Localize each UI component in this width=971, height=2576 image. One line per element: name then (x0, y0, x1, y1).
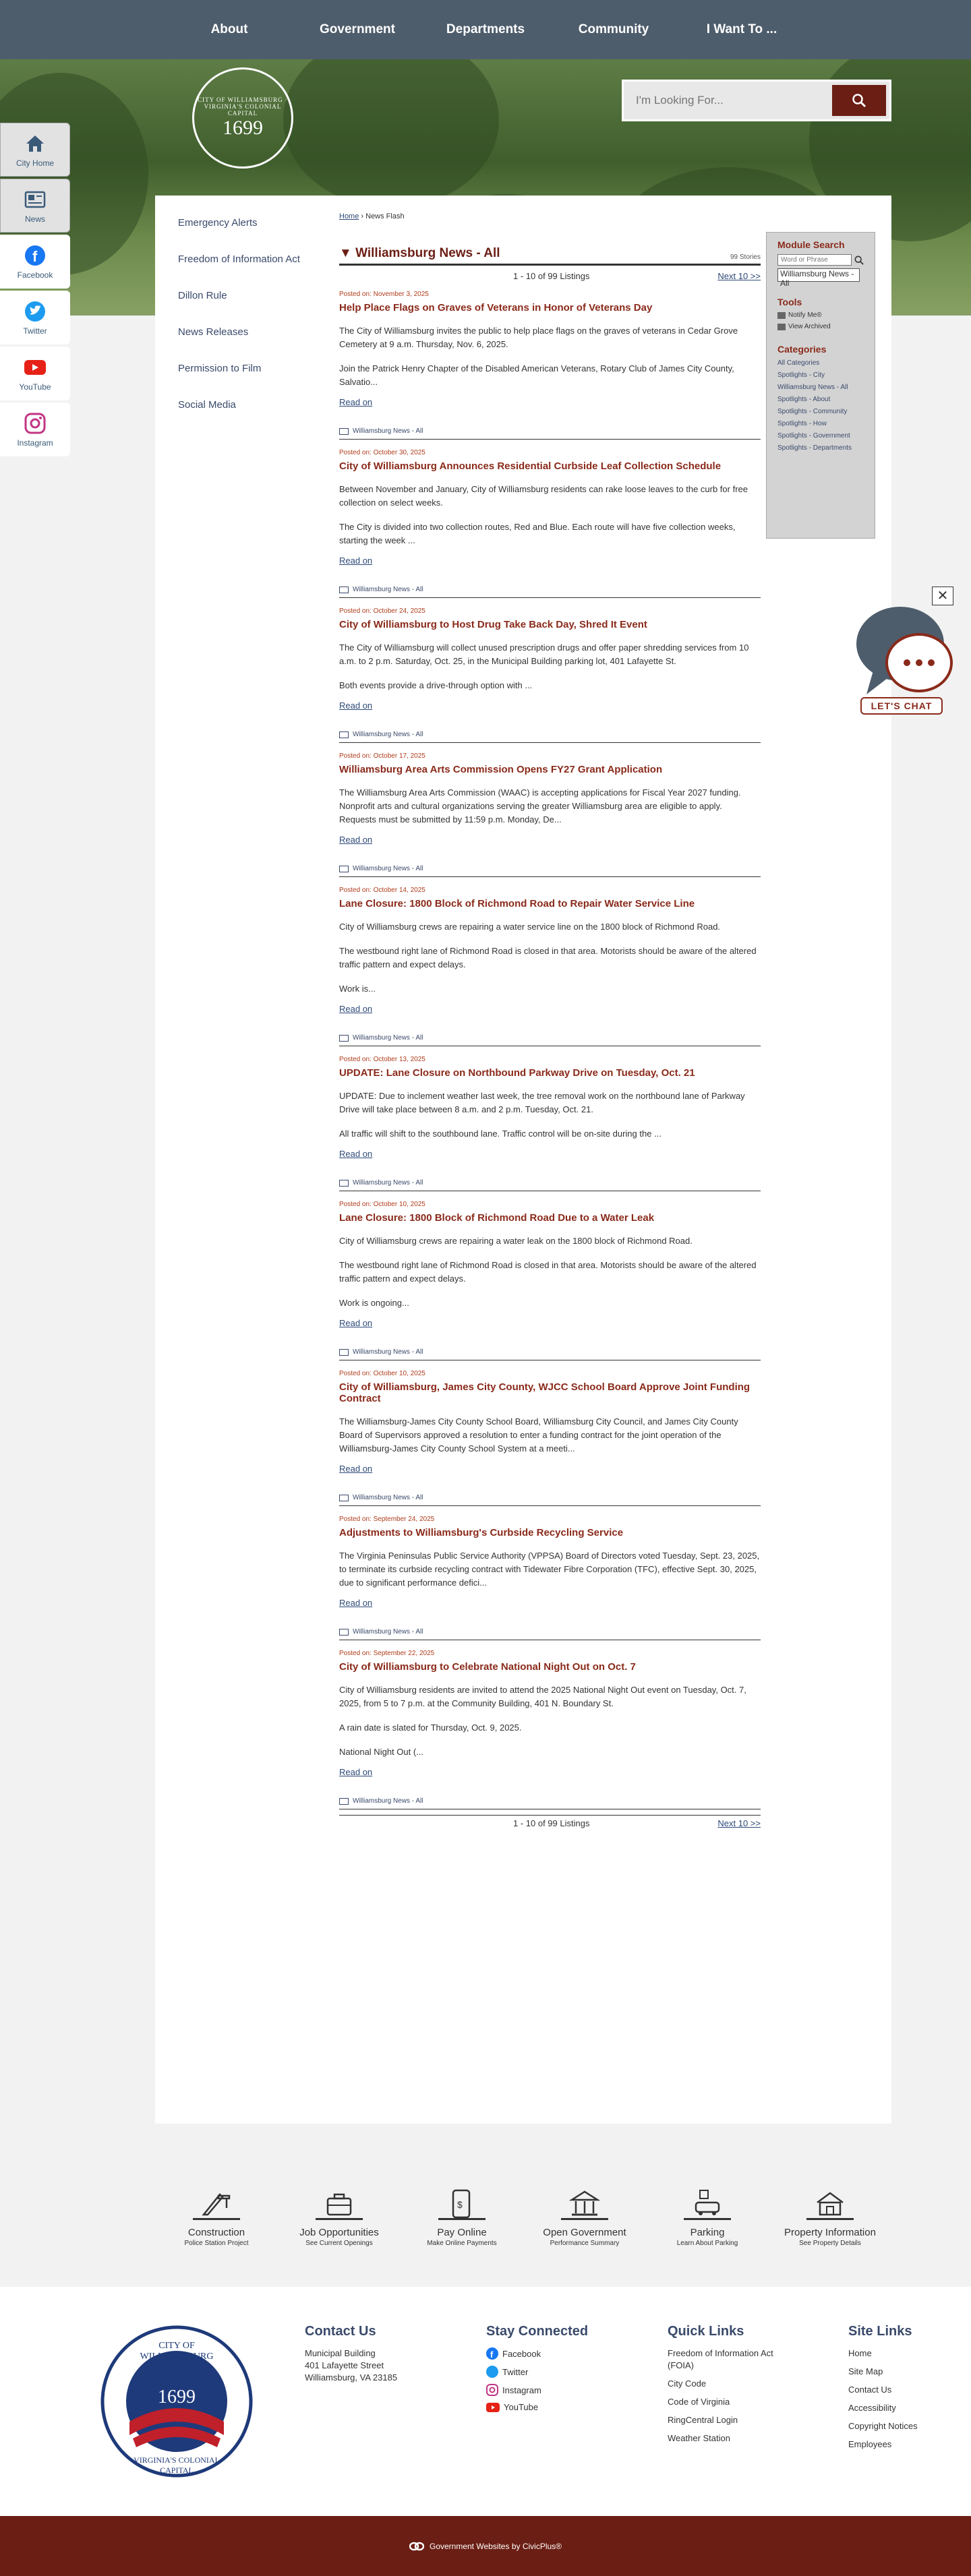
posted-date: Posted on: November 3, 2025 (339, 291, 429, 298)
news-article (339, 598, 761, 743)
category-folder-icon (339, 1349, 349, 1356)
news-article (339, 440, 761, 598)
nav-i-want-to[interactable]: I Want To ... (706, 22, 777, 36)
posted-date: Posted on: October 17, 2025 (339, 752, 425, 760)
nav-government[interactable]: Government (320, 22, 395, 36)
article-title[interactable]: Adjustments to Williamsburg's Curbside Recycling Service (339, 1527, 624, 1538)
view-archived-link[interactable] (777, 323, 864, 330)
footer-quick-link[interactable]: RingCentral Login (668, 2415, 738, 2425)
read-on-link[interactable]: Read on (339, 1004, 373, 1014)
quick-link-subtitle: See Current Openings (305, 2240, 373, 2247)
rail-news[interactable] (0, 179, 70, 233)
footer-site-link[interactable]: Accessibility (848, 2403, 896, 2413)
quick-link-title: Parking (690, 2227, 725, 2238)
quick-link-title: Open Government (543, 2227, 626, 2238)
news-article (339, 1506, 761, 1640)
module-category-link[interactable]: Spotlights - About (777, 396, 831, 403)
module-search-title: Module Search (777, 239, 845, 250)
footer-site-link[interactable]: Contact Us (848, 2385, 892, 2395)
article-excerpt: Between November and January, City of Williamsburg residents can rake loose leaves to the curb for free collection on select weeks. (339, 484, 748, 508)
module-category-select[interactable] (777, 268, 860, 288)
rail-twitter[interactable] (0, 291, 70, 345)
category-list (777, 359, 864, 452)
sidebar-item-foia[interactable]: Freedom of Information Act (178, 253, 300, 265)
news-article (339, 743, 761, 877)
quick-link-title: Job Opportunities (299, 2227, 379, 2238)
tool-label: View Archived (788, 323, 831, 330)
module-category-link[interactable]: Spotlights - Community (777, 408, 848, 415)
footer-site-link[interactable]: Home (848, 2348, 872, 2358)
module-category-link[interactable]: Spotlights - Departments (777, 444, 852, 452)
logo-year: 1699 (223, 117, 263, 139)
quick-link-property-information[interactable] (783, 2188, 877, 2247)
quick-link-pay-online[interactable] (415, 2188, 509, 2247)
read-on-link[interactable]: Read on (339, 1767, 373, 1777)
newspaper-icon (24, 188, 47, 211)
article-excerpt: National Night Out (... (339, 1747, 423, 1757)
sidebar-item-dillon-rule[interactable]: Dillon Rule (178, 290, 227, 301)
article-category[interactable] (339, 586, 761, 593)
footer-site-link[interactable]: Copyright Notices (848, 2421, 918, 2431)
rail-label: City Home (16, 158, 54, 168)
rail-youtube[interactable] (0, 347, 70, 400)
pager-listing-count: 1 - 10 of 99 Listings (513, 271, 590, 281)
article-excerpt: The westbound right lane of Richmond Road is closed in that area. Motorists should be aware of the altered traffic pattern and expect delays. (339, 946, 757, 969)
module-category-link[interactable]: Williamsburg News - All (777, 384, 848, 391)
article-excerpt: All traffic will shift to the southbound lane. Traffic control will be on-site during the ... (339, 1129, 661, 1139)
tool-label: Notify Me® (788, 311, 822, 319)
footer-quick-links (668, 2324, 789, 2451)
breadcrumb-current: News Flash (365, 212, 405, 220)
footer-seal-top: CITY OF WILLIAMSBURG (140, 2341, 214, 2362)
article-excerpt: UPDATE: Due to inclement weather last week, the tree removal work on the northbound lane of Parkway Drive will take place between 8 a.m. and 2 p.m. Tuesday, Oct. 21. (339, 1091, 745, 1114)
building-icon (561, 2188, 608, 2220)
module-search-row (777, 254, 864, 266)
bottom-bar (0, 2516, 971, 2576)
footer-social-label: Instagram (502, 2385, 541, 2395)
module-category-link[interactable]: Spotlights - How (777, 420, 827, 427)
crane-icon (193, 2188, 240, 2220)
footer-seal-year: 1699 (158, 2387, 196, 2407)
article-category-label: Williamsburg News - All (353, 865, 423, 872)
sidebar-item-permission-to-film[interactable]: Permission to Film (178, 363, 262, 374)
article-category-label: Williamsburg News - All (353, 1179, 423, 1187)
news-list (339, 246, 761, 1828)
article-title[interactable]: Lane Closure: 1800 Block of Richmond Road Due to a Water Leak (339, 1212, 655, 1224)
pager-listing-count: 1 - 10 of 99 Listings (513, 1818, 590, 1828)
category-folder-icon (339, 1798, 349, 1805)
sidebar-nav (178, 216, 313, 434)
search-icon (852, 93, 866, 108)
read-on-link[interactable]: Read on (339, 556, 373, 566)
footer-contact-line: Municipal Building (305, 2348, 376, 2358)
category-folder-icon (339, 428, 349, 435)
svg-text:f: f (490, 2349, 494, 2360)
rail-label: Twitter (23, 326, 47, 336)
article-list (339, 281, 761, 1809)
twitter-icon (486, 2366, 498, 2378)
quick-links-bar (155, 2188, 891, 2247)
module-category-link[interactable]: Spotlights - Government (777, 432, 850, 440)
article-category[interactable] (339, 1034, 761, 1042)
city-logo[interactable] (192, 67, 293, 169)
module-category-link[interactable]: All Categories (777, 359, 820, 367)
story-count: 99 Stories (730, 253, 761, 261)
posted-date: Posted on: October 10, 2025 (339, 1201, 425, 1208)
posted-date: Posted on: September 24, 2025 (339, 1516, 435, 1523)
footer-social-label: Facebook (502, 2348, 541, 2359)
article-excerpt: Both events provide a drive-through option with ... (339, 680, 533, 690)
article-title[interactable]: City of Williamsburg Announces Residential Curbside Leaf Collection Schedule (339, 460, 722, 472)
read-on-link[interactable]: Read on (339, 1149, 373, 1159)
module-panel (766, 232, 875, 539)
youtube-icon (24, 356, 47, 379)
section-header (339, 246, 761, 266)
article-title[interactable]: UPDATE: Lane Closure on Northbound Parkway Drive on Tuesday, Oct. 21 (339, 1067, 695, 1079)
category-folder-icon (339, 731, 349, 738)
footer-social-label: Twitter (502, 2366, 529, 2377)
article-category-label: Williamsburg News - All (353, 1494, 423, 1501)
pager-bottom (339, 1815, 761, 1828)
logo-ring-text: CITY OF WILLIAMSBURG · VIRGINIA'S COLONIAL CAPITAL (198, 96, 288, 117)
posted-date: Posted on: October 30, 2025 (339, 449, 425, 456)
footer-stay-title: Stay Connected (486, 2324, 589, 2339)
sidebar-item-news-releases[interactable]: News Releases (178, 326, 249, 338)
rail-city-home[interactable] (0, 123, 70, 177)
footer-contact-line: Williamsburg, VA 23185 (305, 2372, 398, 2383)
posted-date: Posted on: October 14, 2025 (339, 887, 425, 894)
home-icon (24, 132, 47, 155)
search-button[interactable] (832, 85, 886, 116)
collapse-triangle-icon: ▼ (339, 246, 356, 260)
article-title[interactable]: Help Place Flags on Graves of Veterans in Honor of Veterans Day (339, 302, 653, 313)
quick-link-title: Property Information (784, 2227, 876, 2238)
next-page-link[interactable]: Next 10 >> (717, 271, 761, 281)
next-page-link[interactable]: Next 10 >> (717, 1818, 761, 1828)
article-excerpt: The City of Williamsburg will collect unused prescription drugs and offer paper shredding services from 10 a.m. to 2 p.m. Saturday, Oct. 25, in the Municipal Building parking lot, 401 Lafayette St. (339, 642, 749, 666)
quick-link-job-opportunities[interactable] (292, 2188, 386, 2247)
footer-quick-link[interactable]: Code of Virginia (668, 2397, 730, 2407)
article-category[interactable] (339, 731, 761, 738)
tools-title: Tools (777, 297, 802, 307)
footer-quick-link[interactable]: City Code (668, 2378, 707, 2389)
footer-youtube-link[interactable] (486, 2402, 588, 2412)
read-on-link[interactable]: Read on (339, 397, 373, 407)
module-search-input[interactable] (777, 254, 852, 266)
chat-label: LET'S CHAT (871, 700, 933, 711)
article-excerpt: Work is ongoing... (339, 1298, 409, 1308)
rail-facebook[interactable] (0, 235, 70, 289)
footer-stay-connected (486, 2324, 588, 2418)
article-excerpt: City of Williamsburg residents are invited to attend the 2025 National Night Out event on Tuesday, Oct. 7, 2025, from 5 to 7 p.m. at the Community Building, 401 N. Boundary St. (339, 1685, 746, 1708)
quick-link-title: Pay Online (437, 2227, 487, 2238)
footer-quick-title: Quick Links (668, 2324, 744, 2339)
social-rail (0, 123, 71, 458)
article-category[interactable] (339, 1628, 761, 1636)
category-folder-icon (339, 1180, 349, 1187)
notify-me-link[interactable] (777, 311, 864, 319)
house-icon (806, 2188, 854, 2220)
article-excerpt: Join the Patrick Henry Chapter of the Disabled American Veterans, Rotary Club of James City County, Salvatio... (339, 363, 734, 387)
rail-instagram[interactable] (0, 402, 70, 456)
svg-text:$: $ (457, 2198, 463, 2210)
rail-label: Instagram (17, 438, 53, 448)
pager-top (339, 271, 761, 281)
quick-link-subtitle: See Property Details (799, 2240, 861, 2247)
article-category[interactable] (339, 1797, 761, 1805)
news-article (339, 1640, 761, 1809)
news-article (339, 1191, 761, 1360)
rail-label: YouTube (19, 382, 51, 392)
news-article (339, 1046, 761, 1191)
article-category[interactable] (339, 1348, 761, 1356)
archive-icon (777, 324, 786, 330)
nav-community[interactable]: Community (578, 22, 649, 36)
read-on-link[interactable]: Read on (339, 1464, 373, 1474)
section-title[interactable] (339, 246, 500, 261)
article-excerpt: The Virginia Peninsulas Public Service Authority (VPPSA) Board of Directors voted Tuesday, Sept. 23, 2025, to terminate its curbside recycling contract with Tidewater Fibre Corporation (TFC), effective Sept. 30, 2025, due to significant performance defici... (339, 1551, 760, 1588)
footer-facebook-link[interactable] (486, 2347, 588, 2360)
parking-icon (684, 2188, 731, 2220)
article-category[interactable] (339, 1179, 761, 1187)
news-article (339, 1360, 761, 1506)
news-article (339, 281, 761, 440)
categories-title: Categories (777, 344, 827, 355)
quick-link-construction[interactable] (169, 2188, 264, 2247)
article-category-label: Williamsburg News - All (353, 586, 423, 593)
instagram-icon (24, 412, 47, 435)
article-excerpt: The City is divided into two collection routes, Red and Blue. Each route will have five collection weeks, starting the week ... (339, 522, 736, 545)
article-excerpt: The Williamsburg Area Arts Commission (WAAC) is accepting applications for Fiscal Year 2027 funding. Nonprofit arts and cultural organizations serving the greater Williamsburg area are eligible to apply. Requests must be submitted by 11:59 p.m. Monday, De... (339, 787, 741, 825)
breadcrumb-separator: › (359, 212, 366, 220)
sidebar-item-emergency-alerts[interactable]: Emergency Alerts (178, 217, 258, 229)
article-category[interactable] (339, 865, 761, 872)
article-excerpt: A rain date is slated for Thursday, Oct. 9, 2025. (339, 1723, 522, 1733)
envelope-icon (777, 312, 786, 319)
civicplus-icon (409, 2542, 424, 2551)
footer-site-link[interactable]: Site Map (848, 2366, 883, 2376)
read-on-link[interactable]: Read on (339, 1318, 373, 1328)
article-category-label: Williamsburg News - All (353, 731, 423, 738)
footer (0, 2287, 971, 2516)
article-category-label: Williamsburg News - All (353, 427, 423, 435)
module-category-link[interactable]: Spotlights - City (777, 371, 825, 379)
quick-link-subtitle: Make Online Payments (427, 2240, 497, 2247)
category-folder-icon (339, 1035, 349, 1042)
category-folder-icon (339, 866, 349, 872)
rail-label: News (24, 214, 45, 224)
footer-instagram-link[interactable] (486, 2384, 588, 2396)
module-select-value: Williamsburg News - All (780, 269, 854, 288)
footer-contact (305, 2324, 397, 2384)
article-category[interactable] (339, 1494, 761, 1501)
footer-seal[interactable] (96, 2320, 258, 2482)
phone-pay-icon (438, 2188, 486, 2220)
posted-date: Posted on: October 13, 2025 (339, 1056, 425, 1063)
youtube-icon (486, 2403, 500, 2412)
footer-site-links (848, 2324, 918, 2457)
svg-text:f: f (32, 247, 38, 265)
article-title[interactable]: Williamsburg Area Arts Commission Opens FY27 Grant Application (339, 764, 663, 775)
posted-date: Posted on: October 24, 2025 (339, 607, 425, 615)
news-article (339, 877, 761, 1046)
facebook-icon (24, 244, 47, 267)
chat-close-button[interactable] (932, 587, 953, 605)
instagram-icon (486, 2384, 498, 2396)
footer-site-title: Site Links (848, 2324, 912, 2339)
briefcase-icon (316, 2188, 363, 2220)
footer-quick-link[interactable]: Weather Station (668, 2433, 730, 2443)
breadcrumb (339, 212, 405, 220)
nav-about[interactable]: About (210, 22, 248, 36)
search-icon[interactable] (854, 255, 864, 266)
section-title-text: Williamsburg News - All (355, 246, 500, 260)
article-title[interactable]: City of Williamsburg, James City County, WJCC School Board Approve Joint Funding Contract (339, 1381, 751, 1404)
nav-departments[interactable]: Departments (446, 22, 525, 36)
category-folder-icon (339, 1495, 349, 1501)
quick-link-subtitle: Police Station Project (184, 2240, 249, 2247)
posted-date: Posted on: September 22, 2025 (339, 1650, 435, 1657)
close-icon: ✕ (937, 589, 949, 603)
article-title[interactable]: City of Williamsburg to Host Drug Take Back Day, Shred It Event (339, 619, 647, 630)
chat-widget[interactable] (853, 603, 954, 718)
twitter-icon (24, 300, 47, 323)
rail-label: Facebook (17, 270, 53, 280)
article-category[interactable] (339, 427, 761, 435)
site-search (622, 80, 891, 121)
quick-link-parking[interactable] (660, 2188, 755, 2247)
posted-date: Posted on: October 10, 2025 (339, 1370, 425, 1377)
quick-link-subtitle: Performance Summary (550, 2240, 620, 2247)
category-folder-icon (339, 587, 349, 593)
facebook-icon (486, 2347, 498, 2360)
article-title[interactable]: Lane Closure: 1800 Block of Richmond Road to Repair Water Service Line (339, 898, 695, 909)
top-navigation (0, 0, 971, 59)
category-folder-icon (339, 1629, 349, 1636)
footer-quick-link[interactable]: Freedom of Information Act (FOIA) (668, 2348, 773, 2370)
article-category-label: Williamsburg News - All (353, 1034, 423, 1042)
article-excerpt: The westbound right lane of Richmond Road is closed in that area. Motorists should be aware of the altered traffic pattern and expect delays. (339, 1260, 757, 1284)
article-excerpt: City of Williamsburg crews are repairing a water service line on the 1800 block of Richmond Road. (339, 922, 721, 932)
article-excerpt: Work is... (339, 984, 376, 994)
article-category-label: Williamsburg News - All (353, 1797, 423, 1805)
footer-twitter-link[interactable] (486, 2366, 588, 2378)
sidebar-item-social-media[interactable]: Social Media (178, 399, 236, 411)
article-excerpt: City of Williamsburg crews are repairing a water leak on the 1800 block of Richmond Road. (339, 1236, 693, 1246)
footer-contact-line: 401 Lafayette Street (305, 2360, 384, 2370)
footer-site-link[interactable]: Employees (848, 2439, 892, 2449)
breadcrumb-home[interactable]: Home (339, 212, 359, 220)
footer-contact-title: Contact Us (305, 2324, 376, 2339)
article-title[interactable]: City of Williamsburg to Celebrate National Night Out on Oct. 7 (339, 1661, 636, 1673)
quick-link-open-government[interactable] (537, 2188, 632, 2247)
footer-seal-bottom: VIRGINIA'S COLONIAL CAPITAL (134, 2455, 220, 2475)
quick-link-subtitle: Learn About Parking (676, 2240, 738, 2247)
search-input[interactable] (624, 82, 832, 119)
article-category-label: Williamsburg News - All (353, 1348, 423, 1356)
read-on-link[interactable]: Read on (339, 1598, 373, 1608)
footer-social-label: YouTube (504, 2402, 539, 2412)
read-on-link[interactable]: Read on (339, 700, 373, 711)
civicplus-credit-link[interactable]: Government Websites by CivicPlus® (429, 2541, 562, 2551)
quick-link-title: Construction (187, 2227, 245, 2238)
article-excerpt: The Williamsburg-James City County School Board, Williamsburg City Council, and James City County Board of Supervisors approved a resolution to enter a funding contract for the joint operation of the Williamsburg-James City County School System at a meeti... (339, 1416, 738, 1454)
read-on-link[interactable]: Read on (339, 835, 373, 845)
article-excerpt: The City of Williamsburg invites the public to help place flags on the graves of veterans in Cedar Grove Cemetery at 9 a.m. Thursday, Nov. 6, 2025. (339, 326, 738, 349)
article-category-label: Williamsburg News - All (353, 1628, 423, 1636)
